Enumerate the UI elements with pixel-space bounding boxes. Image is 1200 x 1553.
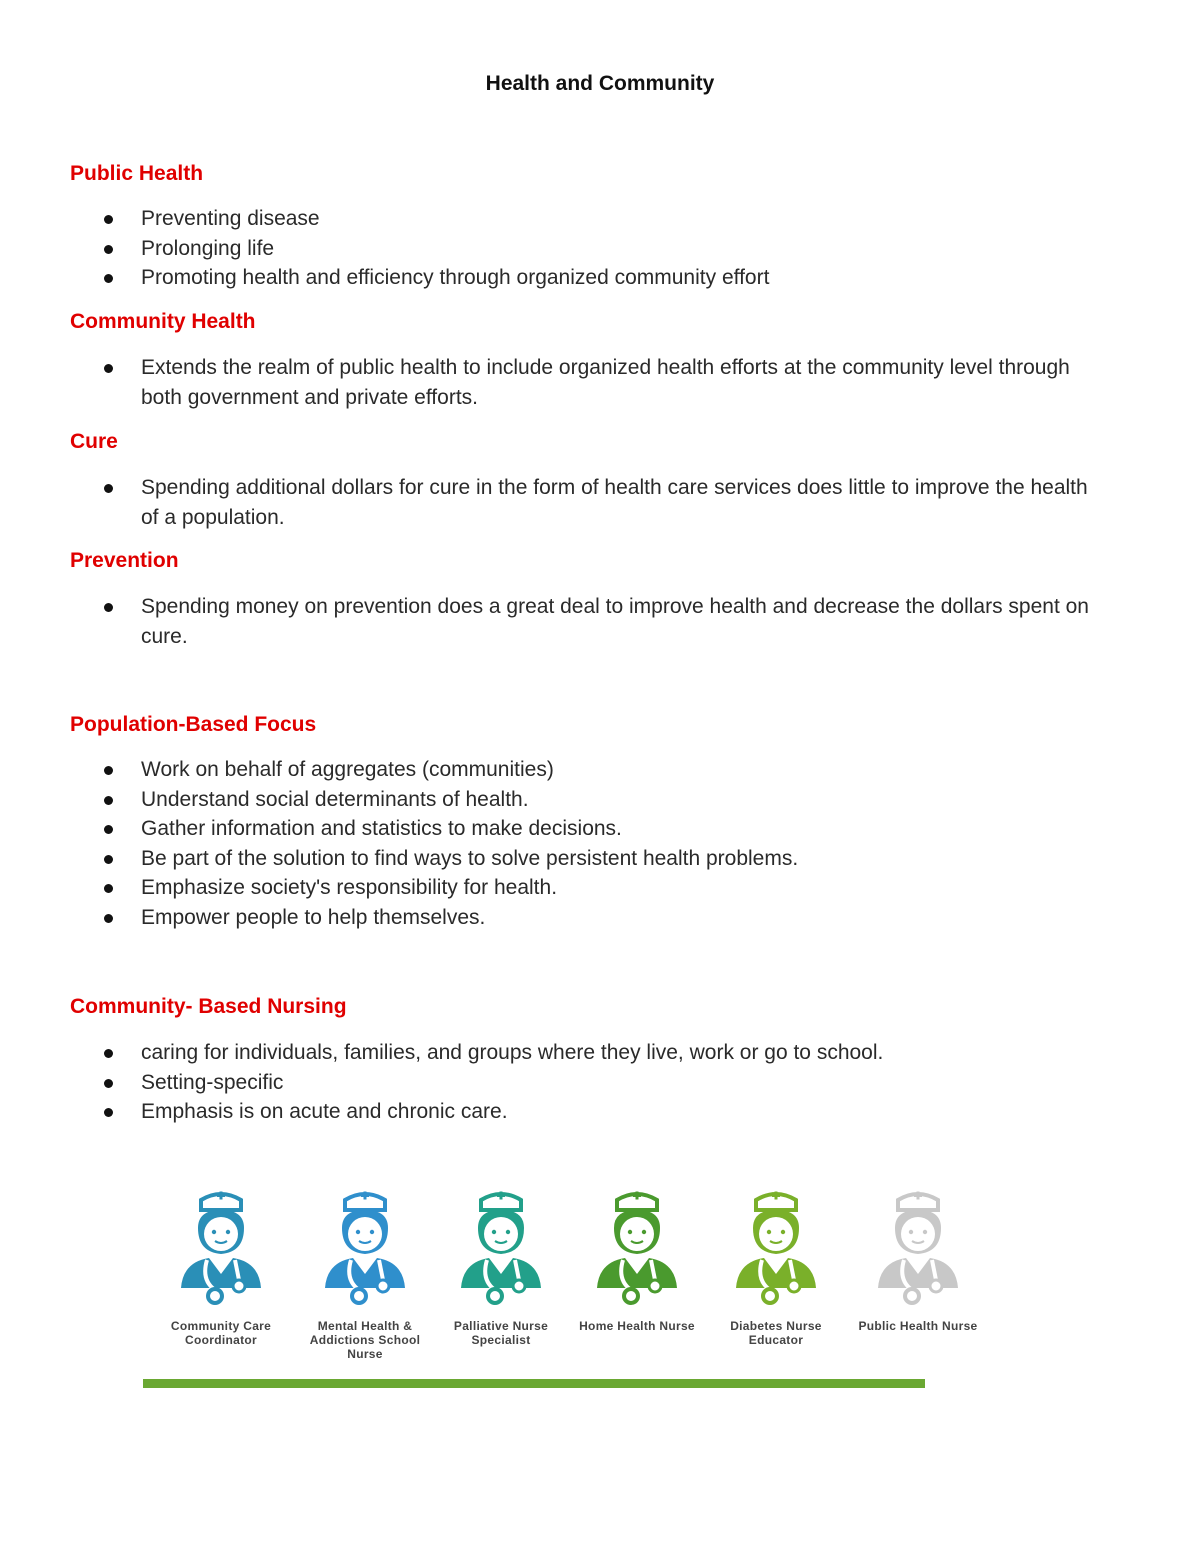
- green-divider-bar: [143, 1379, 925, 1388]
- list-item: Emphasis is on acute and chronic care.: [0, 1097, 1200, 1127]
- nurse-caption: Public Health Nurse: [858, 1319, 978, 1333]
- list-item: Work on behalf of aggregates (communities): [0, 755, 1200, 785]
- nurse-icon: [868, 1188, 968, 1313]
- section-heading-public-health: Public Health: [70, 162, 204, 185]
- list-item: Understand social determinants of health.: [0, 785, 1200, 815]
- list-item: Spending additional dollars for cure in the form of health care services does little to improve the health of a population.: [0, 473, 1200, 532]
- bullet-list-community-health: [0, 353, 1200, 412]
- list-item: Prolonging life: [0, 234, 1200, 264]
- nurse-caption: Mental Health & Addictions School Nurse: [309, 1319, 421, 1361]
- nurse-figure-3: [436, 1188, 566, 1347]
- nurse-caption: Community Care Coordinator: [170, 1319, 272, 1347]
- list-item: Be part of the solution to find ways to solve persistent health problems.: [0, 844, 1200, 874]
- nurse-figure-2: [300, 1188, 430, 1361]
- section-heading-community-based-nursing: Community- Based Nursing: [70, 995, 347, 1018]
- list-item: Empower people to help themselves.: [0, 903, 1200, 933]
- bullet-list-population-based-focus: [0, 755, 1200, 932]
- bullet-list-cure: [0, 473, 1200, 532]
- list-item: Gather information and statistics to make decisions.: [0, 814, 1200, 844]
- nurse-caption: Palliative Nurse Specialist: [453, 1319, 549, 1347]
- nurse-caption: Diabetes Nurse Educator: [730, 1319, 822, 1347]
- section-heading-population-based-focus: Population-Based Focus: [70, 713, 317, 736]
- nurse-figure-6: [853, 1188, 983, 1333]
- nurse-figure-4: [572, 1188, 702, 1333]
- nurse-roles-figure: [143, 1148, 978, 1393]
- list-item: Setting-specific: [0, 1068, 1200, 1098]
- nurse-icon: [315, 1188, 415, 1313]
- list-item: Emphasize society's responsibility for health.: [0, 873, 1200, 903]
- bullet-list-public-health: [0, 204, 1200, 293]
- page-title: Health and Community: [485, 72, 715, 95]
- list-item: Promoting health and efficiency through organized community effort: [0, 263, 1200, 293]
- nurse-icon: [451, 1188, 551, 1313]
- list-item: Preventing disease: [0, 204, 1200, 234]
- list-item: Spending money on prevention does a great deal to improve health and decrease the dollars spent on cure.: [0, 592, 1200, 651]
- section-heading-community-health: Community Health: [70, 310, 256, 333]
- list-item: Extends the realm of public health to include organized health efforts at the community level through both government and private efforts.: [0, 353, 1200, 412]
- nurse-figure-1: [156, 1188, 286, 1347]
- nurse-icon: [726, 1188, 826, 1313]
- bullet-list-community-based-nursing: [0, 1038, 1200, 1127]
- nurse-icon: [171, 1188, 271, 1313]
- nurse-caption: Home Health Nurse: [579, 1319, 695, 1333]
- nurse-figure-5: [711, 1188, 841, 1347]
- bullet-list-prevention: [0, 592, 1200, 651]
- list-item: caring for individuals, families, and groups where they live, work or go to school.: [0, 1038, 1200, 1068]
- section-heading-cure: Cure: [70, 430, 118, 453]
- section-heading-prevention: Prevention: [70, 549, 179, 572]
- nurse-icon: [587, 1188, 687, 1313]
